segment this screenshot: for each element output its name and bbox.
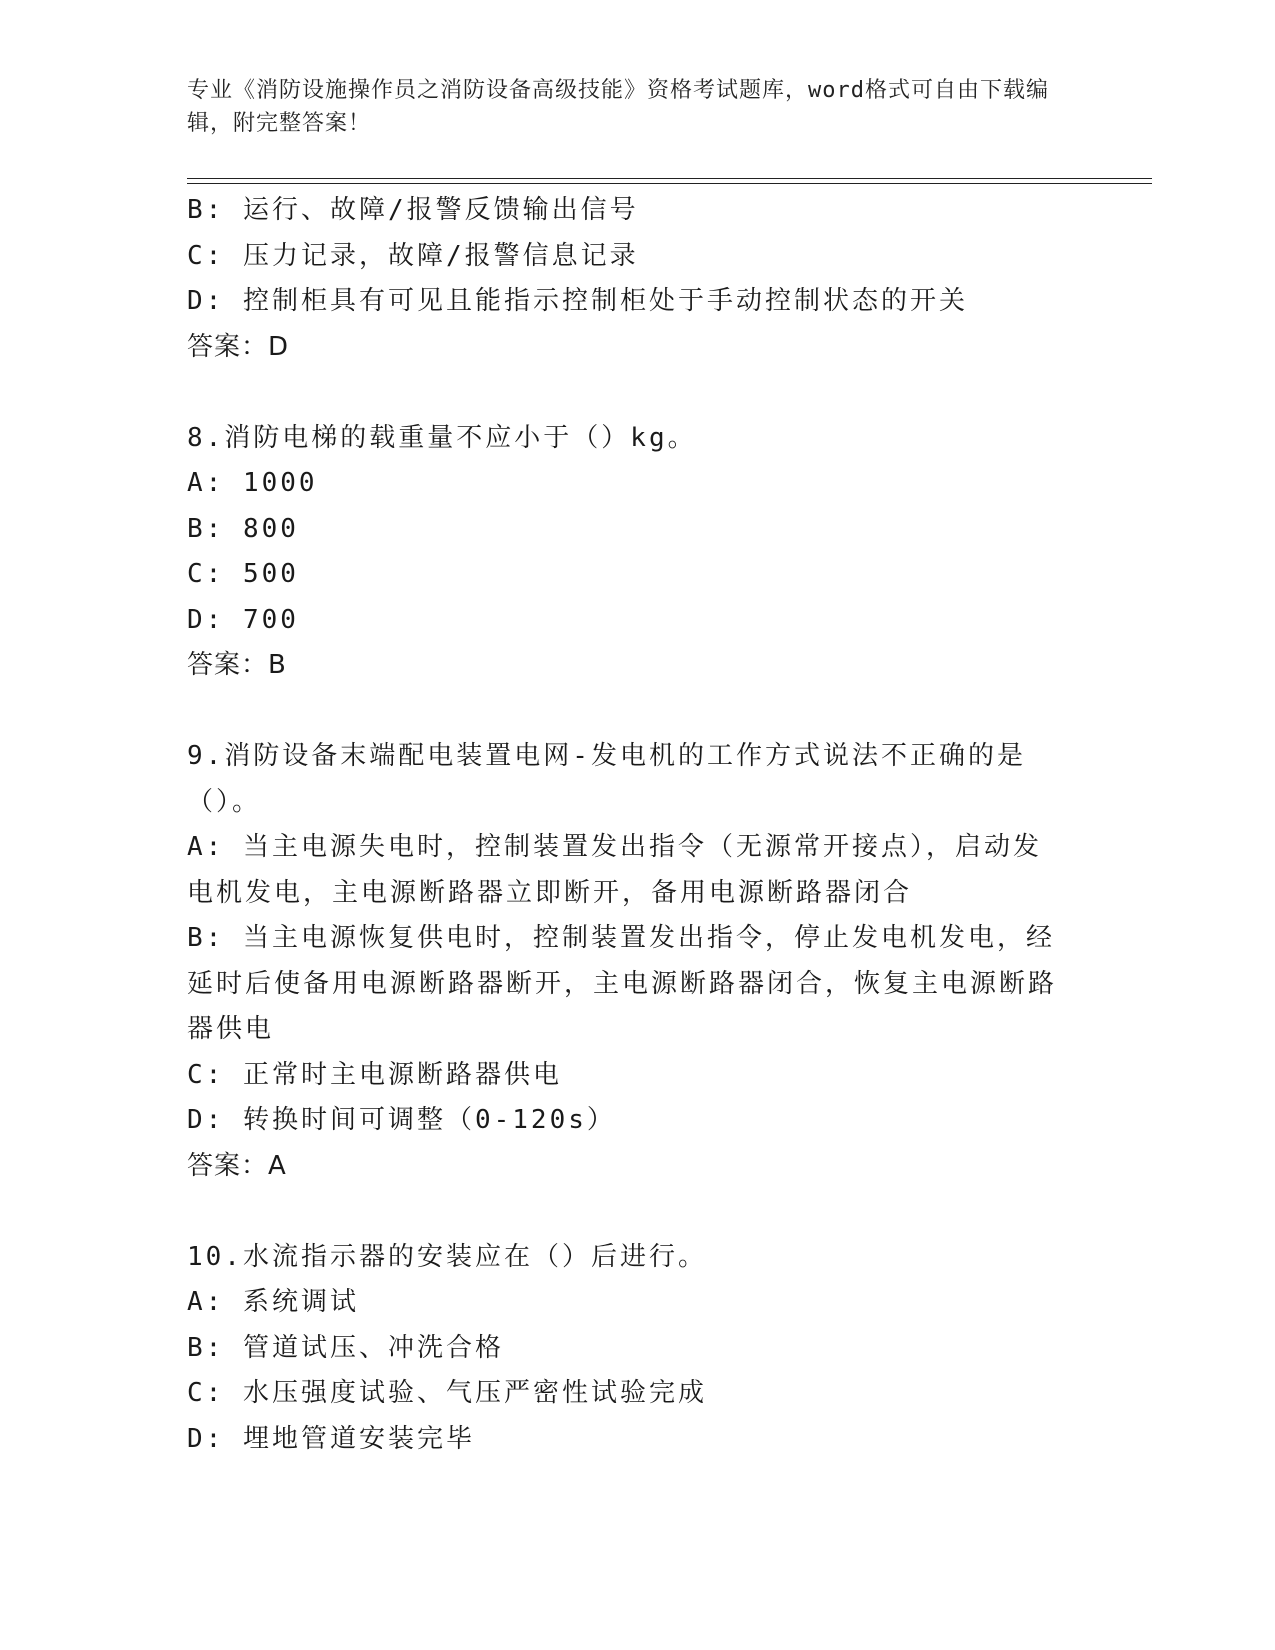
answer-line: 答案：A (187, 1150, 287, 1181)
option-d: D: 控制柜具有可见且能指示控制柜处于手动控制状态的开关 (187, 286, 968, 316)
option-d: D: 转换时间可调整（0-120s） (187, 1105, 616, 1135)
option-b: B: 管道试压、冲洗合格 (187, 1332, 504, 1363)
question-stem-10: 10.水流指示器的安装应在（）后进行。 (187, 1241, 707, 1272)
option-c: C: 水压强度试验、气压严密性试验完成 (187, 1378, 707, 1408)
question-stem-8: 8.消防电梯的载重量不应小于（）kg。 (187, 422, 697, 453)
header-divider-bottom (187, 183, 1152, 184)
option-c: C: 正常时主电源断路器供电 (187, 1059, 562, 1090)
option-a: A: 1000 (187, 468, 318, 498)
question-stem-9: 9.消防设备末端配电装置电网-发电机的工作方式说法不正确的是（）。 (187, 741, 1026, 817)
option-a: A: 系统调试 (187, 1287, 359, 1317)
option-b: B: 800 (187, 513, 299, 544)
option-d: D: 700 (187, 604, 299, 635)
option-b: B: 运行、故障/报警反馈输出信号 (187, 195, 639, 225)
option-b: B: 当主电源恢复供电时，控制装置发出指令，停止发电机发电，经延时后使备用电源断路器断开，主电源断路器闭合，恢复主电源断路器供电 (187, 923, 1058, 1044)
answer-line: 答案：B (187, 650, 287, 680)
option-a: A: 当主电源失电时，控制装置发出指令（无源常开接点），启动发电机发电，主电源断路器立即断开，备用电源断路器闭合 (187, 832, 1042, 908)
option-c: C: 500 (187, 559, 299, 589)
question-content (187, 188, 1087, 1462)
document-header: 专业《消防设施操作员之消防设备高级技能》资格考试题库，word格式可自由下载编辑，附完整答案！ (187, 78, 1049, 136)
option-c: C: 压力记录，故障/报警信息记录 (187, 240, 639, 271)
answer-line: 答案：D (187, 331, 290, 362)
option-d: D: 埋地管道安装完毕 (187, 1423, 475, 1454)
header-divider-top (187, 178, 1152, 179)
